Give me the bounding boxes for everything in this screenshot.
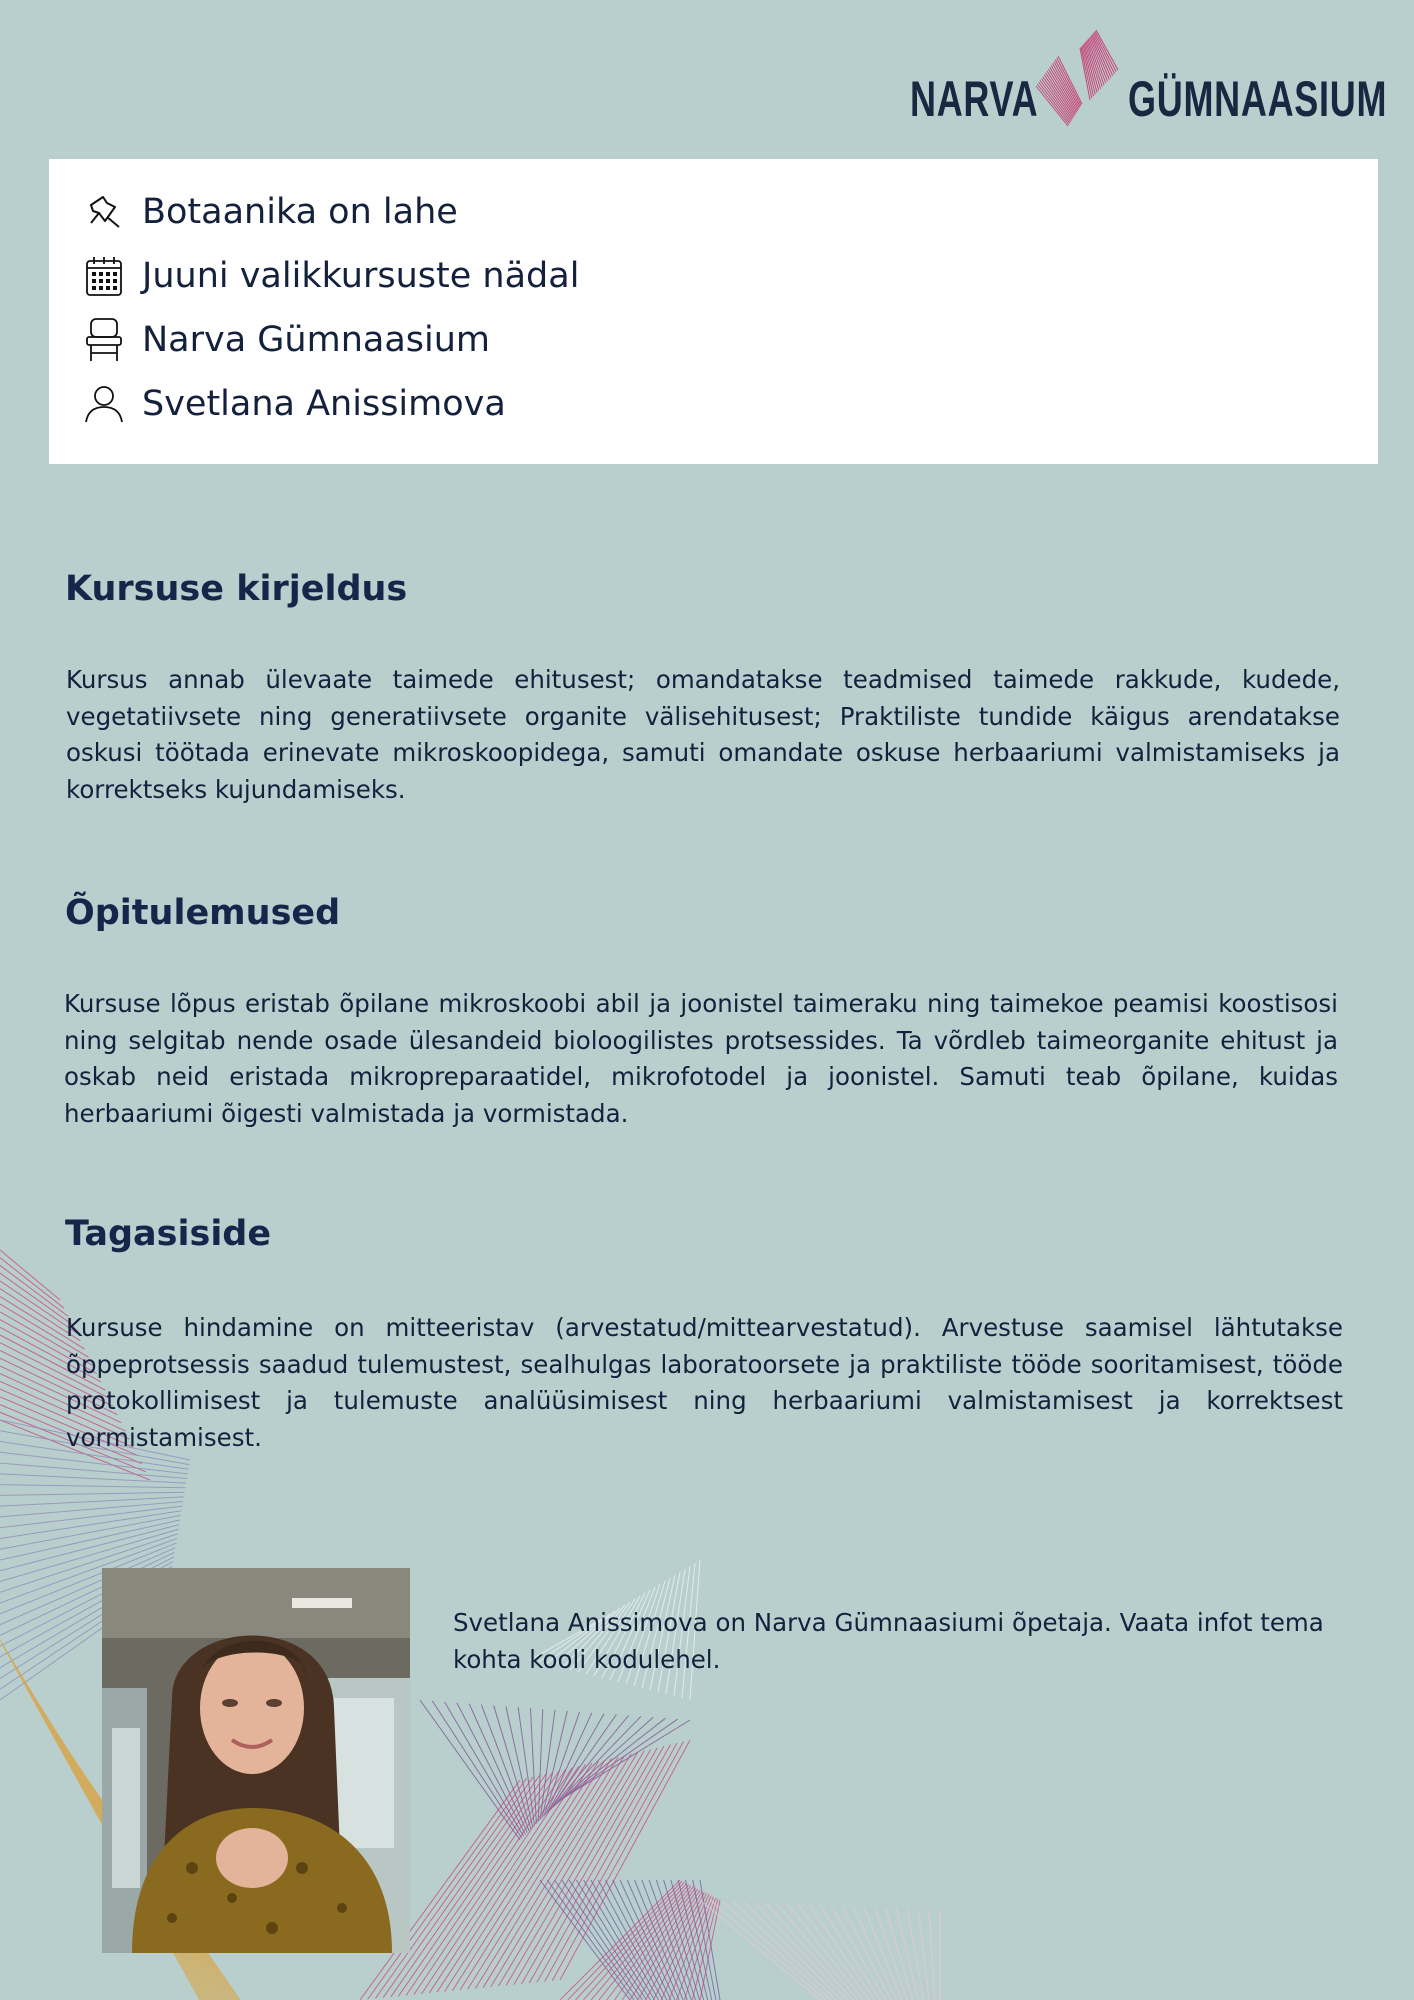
info-row-teacher — [84, 379, 506, 429]
school-logo — [900, 28, 1388, 128]
logo-mark — [1028, 28, 1128, 128]
course-title: Botaanika on lahe — [142, 192, 458, 232]
person-icon — [84, 382, 124, 426]
teacher-photo — [102, 1568, 410, 1953]
info-row-week — [84, 251, 579, 301]
section-title-outcomes: Õpitulemused — [65, 893, 341, 933]
logo-word-gymnasium: GÜMNAASIUM — [1128, 71, 1388, 127]
chair-icon — [84, 318, 124, 362]
section-body-outcomes: Kursuse lõpus eristab õpilane mikroskoobi abil ja joonistel taimeraku ning taimekoe peamisi koostisosi ning selgitab nende osade ülesandeid bioloogilistes protsessides. Ta võrdleb taimeorganite ehitust ja oskab neid eristada mikropreparaatidel, mikrofotodel ja joonistel. Samuti teab õpilane, kuidas herbaariumi õigesti valmistada ja vormistada. — [64, 989, 1338, 1128]
section-body-description: Kursus annab ülevaate taimede ehitusest; omandatakse teadmised taimede rakkude, kudede, vegetatiivsete ning generatiivsete organite välisehitusest; Praktiliste tundide käigus arendatakse oskusi töötada erinevate mikroskoopidega, samuti omandate oskuse herbaariumi valmistamiseks ja korrektseks kujundamiseks. — [66, 665, 1340, 804]
teacher-name: Svetlana Anissimova — [142, 384, 506, 424]
school-name: Narva Gümnaasium — [142, 320, 491, 360]
calendar-icon — [84, 254, 124, 298]
info-row-school — [84, 315, 490, 365]
section-title-description: Kursuse kirjeldus — [65, 569, 408, 609]
teacher-bio: Svetlana Anissimova on Narva Gümnaasiumi õpetaja. Vaata infot tema kohta kooli kodulehel. — [453, 1608, 1324, 1674]
course-week: Juuni valikkursuste nädal — [142, 256, 580, 296]
course-info-card — [49, 159, 1378, 464]
logo-word-narva: NARVA — [910, 71, 1039, 127]
info-row-course — [84, 187, 458, 237]
section-body-feedback: Kursuse hindamine on mitteeristav (arvestatud/mittearvestatud). Arvestuse saamisel lähtutakse õppeprotsessis saadud tulemustest, sealhulgas laboratoorsete ja praktiliste tööde sooritamisest, tööde protokollimisest ja tulemuste analüüsimisest ning herbaariumi valmistamisest ja korrektsest vormistamisest. — [66, 1313, 1343, 1452]
section-title-feedback: Tagasiside — [65, 1214, 272, 1254]
pin-icon — [84, 190, 124, 234]
